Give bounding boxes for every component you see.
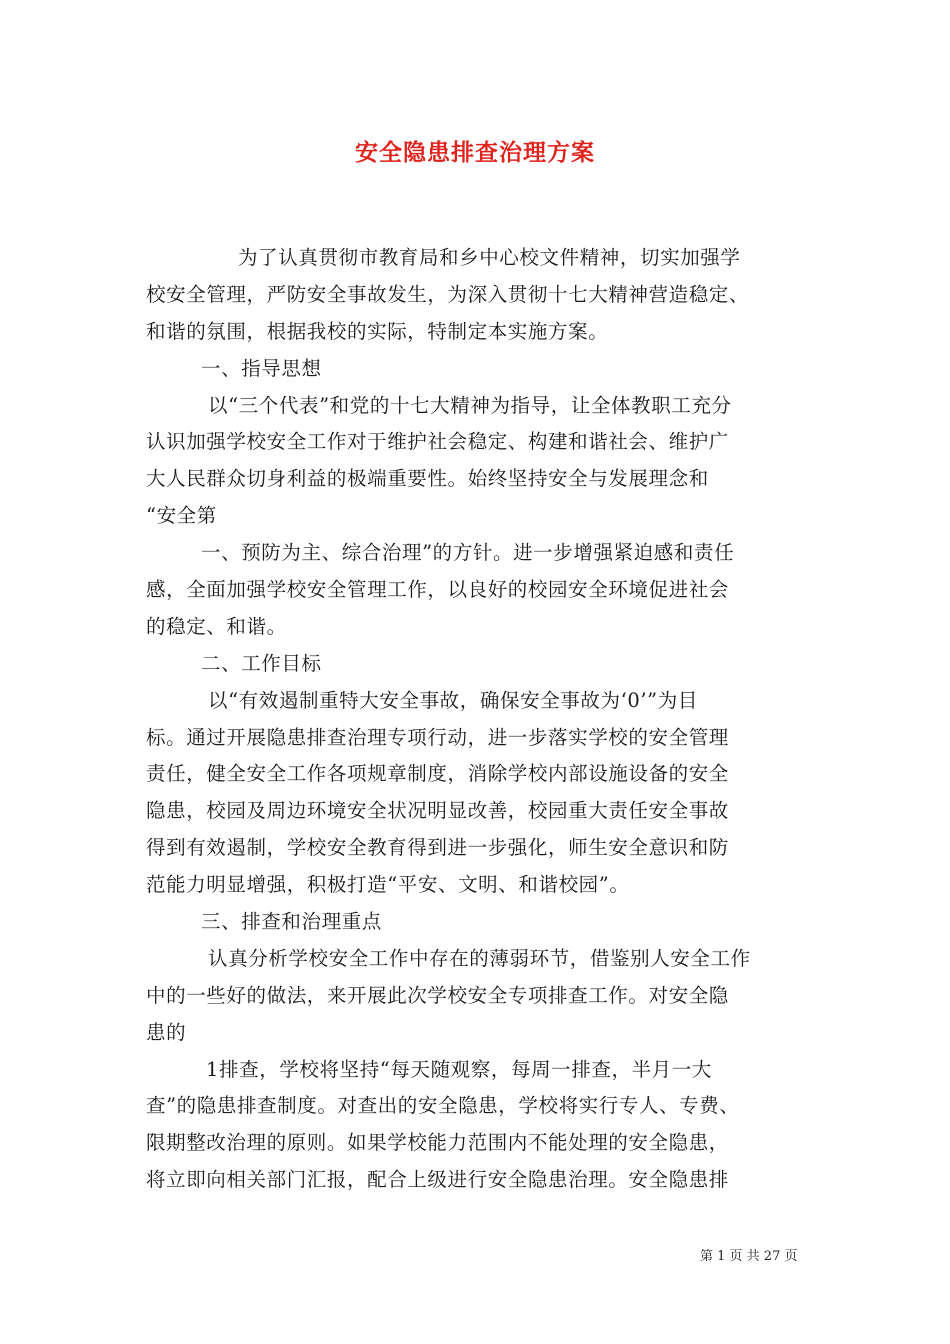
paragraph-line: 将立即向相关部门汇报，配合上级进行安全隐患治理。安全隐患排 <box>146 1168 729 1192</box>
paragraph-line: 责任，健全安全工作各项规章制度，消除学校内部设施设备的安全 <box>146 762 729 786</box>
paragraph-line: 范能力明显增强，积极打造“平安、文明、和谐校园”。 <box>146 873 630 897</box>
paragraph-line: “安全第 <box>146 504 217 528</box>
paragraph-line: 认识加强学校安全工作对于维护社会稳定、构建和谐社会、维护广 <box>146 430 729 454</box>
section-heading: 三、排查和治理重点 <box>201 910 382 934</box>
page-number: 第 1 页 共 27 页 <box>700 1249 798 1264</box>
paragraph-line: 患的 <box>146 1020 187 1044</box>
paragraph-line: 隐患，校园及周边环境安全状况明显改善，校园重大责任安全事故 <box>146 799 729 823</box>
paragraph-line: 以“三个代表”和党的十七大精神为指导，让全体教职工充分 <box>208 393 732 417</box>
paragraph-line: 感，全面加强学校安全管理工作，以良好的校园安全环境促进社会 <box>146 578 729 602</box>
paragraph-line: 得到有效遏制，学校安全教育得到进一步强化，师生安全意识和防 <box>146 836 729 860</box>
document-title: 安全隐患排查治理方案 <box>355 139 595 166</box>
paragraph-line: 认真分析学校安全工作中存在的薄弱环节，借鉴别人安全工作 <box>208 946 751 970</box>
paragraph-line: 中的一些好的做法，来开展此次学校安全专项排查工作。对安全隐 <box>146 983 729 1007</box>
paragraph-line: 标。通过开展隐患排查治理专项行动，进一步落实学校的安全管理 <box>146 725 729 749</box>
section-heading: 二、工作目标 <box>201 651 322 675</box>
paragraph-line: 查”的隐患排查制度。对查出的安全隐患，学校将实行专人、专费、 <box>146 1094 740 1118</box>
paragraph-line: 为了认真贯彻市教育局和乡中心校文件精神，切实加强学 <box>238 246 741 269</box>
paragraph-line: 的稳定、和谐。 <box>146 614 287 638</box>
paragraph-line: 校安全管理，严防安全事故发生，为深入贯彻十七大精神营造稳定、 <box>146 282 750 306</box>
paragraph-line: 限期整改治理的原则。如果学校能力范围内不能处理的安全隐患， <box>146 1131 729 1155</box>
paragraph-line: 1排查，学校将坚持“每天随观察，每周一排查，半月一大 <box>206 1057 712 1081</box>
section-heading: 一、指导思想 <box>201 356 322 380</box>
paragraph-line: 一、预防为主、综合治理”的方针。进一步增强紧迫感和责任 <box>201 541 735 565</box>
paragraph-line: 和谐的氛围，根据我校的实际，特制定本实施方案。 <box>146 319 609 343</box>
paragraph-line: 大人民群众切身利益的极端重要性。始终坚持安全与发展理念和 <box>146 467 709 491</box>
paragraph-line: 以“有效遏制重特大安全事故，确保安全事故为‘0’”为目 <box>208 688 698 712</box>
document-body <box>146 240 811 1199</box>
